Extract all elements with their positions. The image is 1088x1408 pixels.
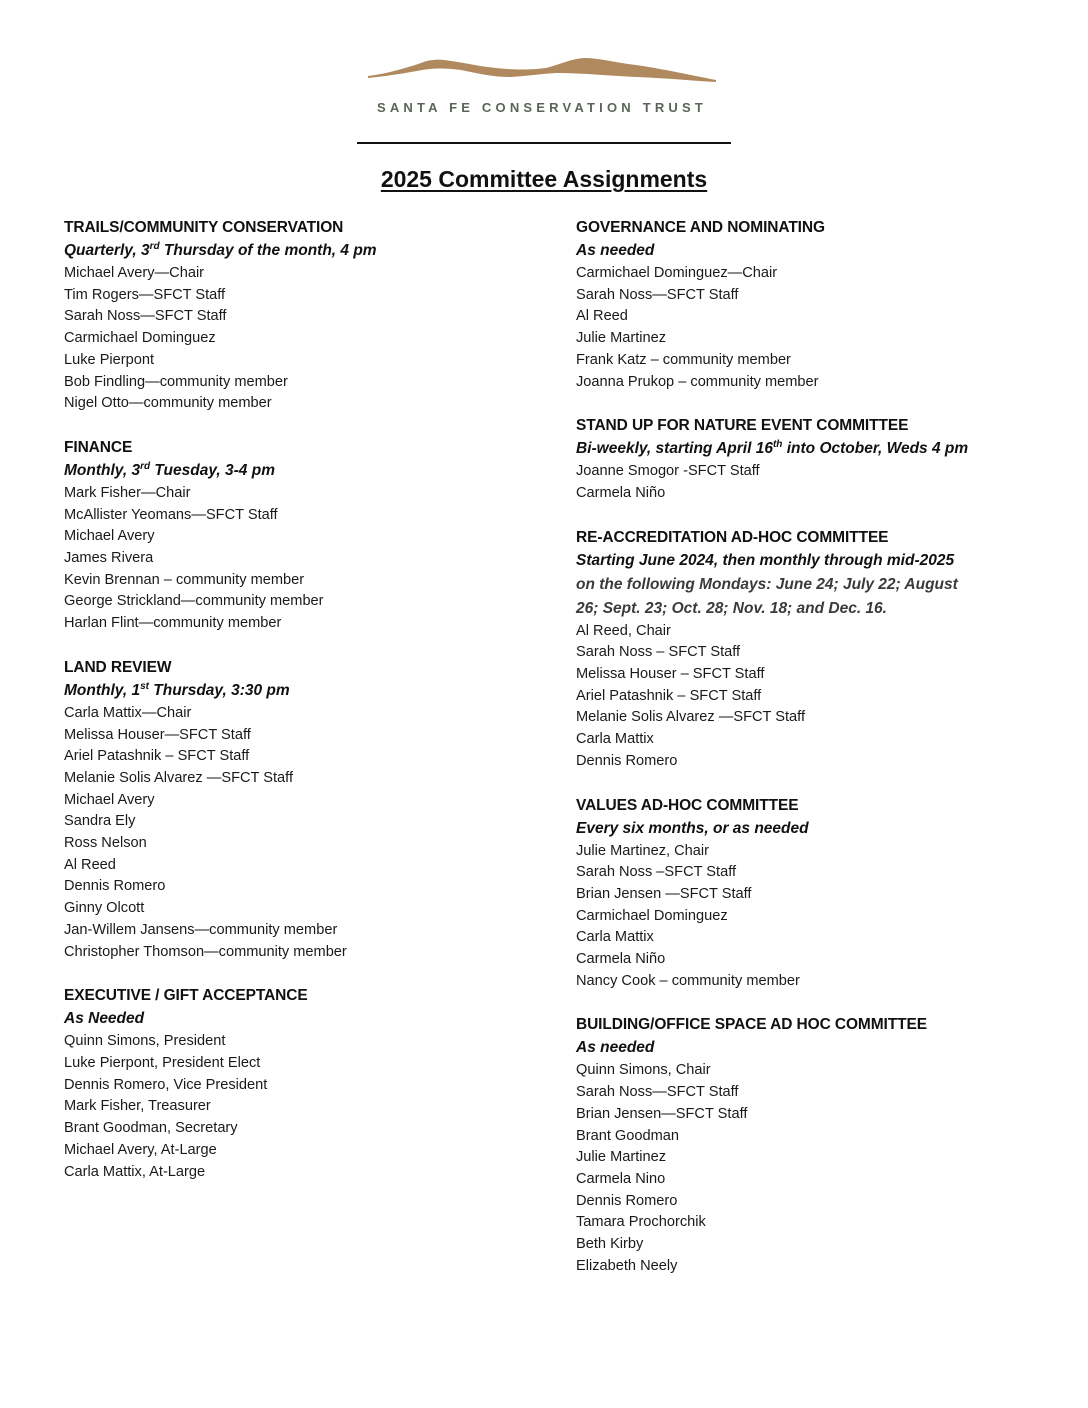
- member: Michael Avery: [64, 528, 155, 545]
- schedule-text: Monthly, 3: [64, 461, 141, 479]
- committee-schedule: [64, 679, 534, 703]
- member: Beth Kirby: [576, 1236, 644, 1253]
- committee-schedule: [64, 239, 534, 263]
- committee-schedule-dates: 26; Sept. 23; Oct. 28; Nov. 18; and Dec. 16.: [576, 599, 887, 617]
- member: Joanna Prukop – community member: [576, 373, 819, 390]
- committee-section: [576, 794, 1036, 993]
- member: Julie Martinez: [576, 1149, 667, 1166]
- committee-section: [64, 984, 534, 1183]
- committee-heading: LAND REVIEW: [64, 658, 172, 676]
- member: Jan-Willem Jansens—community member: [64, 921, 338, 938]
- committee-schedule: [64, 459, 534, 483]
- member: Bob Findling—community member: [64, 373, 288, 390]
- ordinal-suffix: st: [140, 680, 149, 692]
- member: Michael Avery—Chair: [64, 265, 205, 281]
- member: Ariel Patashnik – SFCT Staff: [64, 748, 250, 765]
- member: Sarah Noss—SFCT Staff: [64, 308, 227, 325]
- member: Sandra Ely: [64, 813, 136, 830]
- schedule-text: Starting June 2024, then monthly through mid-2025: [576, 551, 955, 569]
- committee-heading: VALUES AD-HOC COMMITTEE: [576, 796, 799, 814]
- committee-heading: GOVERNANCE AND NOMINATING: [576, 219, 825, 236]
- member: Harlan Flint—community member: [64, 615, 282, 632]
- member: Michael Avery: [64, 791, 155, 808]
- member: Frank Katz – community member: [576, 351, 791, 368]
- committee-heading: EXECUTIVE / GIFT ACCEPTANCE: [64, 987, 308, 1005]
- organization-logo: [366, 56, 718, 120]
- member: Luke Pierpont, President Elect: [64, 1054, 261, 1071]
- committee-heading: TRAILS/COMMUNITY CONSERVATION: [64, 219, 344, 236]
- schedule-text: As needed: [576, 242, 655, 259]
- schedule-text: into October, Weds 4 pm: [782, 440, 969, 458]
- member: Al Reed: [64, 856, 116, 873]
- schedule-text: Thursday of the month, 4 pm: [159, 242, 377, 259]
- ordinal-suffix: rd: [149, 241, 160, 252]
- member: Michael Avery, At-Large: [64, 1141, 217, 1158]
- committee-section: [64, 656, 534, 963]
- member: Tim Rogers—SFCT Staff: [64, 286, 226, 303]
- member: Dennis Romero, Vice President: [64, 1076, 268, 1093]
- ordinal-suffix: th: [772, 439, 783, 451]
- member: Dennis Romero: [576, 1192, 678, 1209]
- member: Joanne Smogor -SFCT Staff: [576, 463, 760, 480]
- committee-section: [64, 436, 534, 635]
- committee-section: [576, 414, 1036, 504]
- member: Quinn Simons, Chair: [576, 1062, 711, 1079]
- member: Elizabeth Neely: [576, 1257, 678, 1274]
- member: Melanie Solis Alvarez —SFCT Staff: [576, 709, 805, 726]
- committee-heading: STAND UP FOR NATURE EVENT COMMITTEE: [576, 417, 909, 435]
- committee-schedule: [576, 549, 1036, 573]
- logo-text: SANTA FE CONSERVATION TRUST: [376, 100, 708, 115]
- committee-section: [576, 216, 1036, 393]
- member: Dennis Romero: [576, 752, 678, 769]
- committee-schedule: [576, 817, 1036, 841]
- member: Carmichael Dominguez: [576, 907, 728, 924]
- member: Brant Goodman: [576, 1127, 680, 1144]
- member: Carmichael Dominguez—Chair: [576, 265, 778, 281]
- ordinal-suffix: rd: [140, 460, 151, 472]
- committee-heading: BUILDING/OFFICE SPACE AD HOC COMMITTEE: [576, 1016, 927, 1034]
- schedule-text: As Needed: [64, 1010, 145, 1028]
- member: Kevin Brennan – community member: [64, 571, 305, 588]
- member: Ariel Patashnik – SFCT Staff: [576, 687, 762, 704]
- member: Brant Goodman, Secretary: [64, 1120, 238, 1137]
- member: Melissa Houser – SFCT Staff: [576, 666, 765, 683]
- schedule-text: Thursday, 3:30 pm: [148, 681, 290, 699]
- schedule-text: Every six months, or as needed: [576, 819, 809, 837]
- member: Carmela Niño: [576, 951, 666, 968]
- member: Ross Nelson: [64, 835, 147, 852]
- schedule-text: Quarterly, 3: [64, 242, 150, 259]
- member: Carmichael Dominguez: [64, 330, 216, 347]
- member: McAllister Yeomans—SFCT Staff: [64, 506, 278, 523]
- member: Christopher Thomson—community member: [64, 943, 347, 960]
- member: Nancy Cook – community member: [576, 972, 800, 989]
- member: Brian Jensen—SFCT Staff: [576, 1105, 748, 1122]
- member: Carla Mattix—Chair: [64, 704, 192, 721]
- member: Brian Jensen —SFCT Staff: [576, 885, 752, 902]
- member: Carmela Nino: [576, 1170, 666, 1187]
- member: Nigel Otto—community member: [64, 395, 272, 412]
- member: Quinn Simons, President: [64, 1033, 226, 1050]
- committee-section: [576, 1013, 1036, 1277]
- schedule-text: Monthly, 1: [64, 681, 141, 699]
- committee-schedule: [576, 239, 1036, 263]
- member: Carla Mattix: [576, 929, 654, 946]
- member: Al Reed: [576, 308, 628, 325]
- committee-schedule: [576, 1036, 1036, 1060]
- member: Julie Martinez: [576, 330, 667, 347]
- member: Tamara Prochorchik: [576, 1214, 706, 1231]
- committee-schedule: [64, 1007, 534, 1031]
- member: Sarah Noss—SFCT Staff: [576, 286, 739, 303]
- member: Luke Pierpont: [64, 351, 155, 368]
- member: Carmela Niño: [576, 484, 666, 501]
- committee-schedule-dates: on the following Mondays: June 24; July 22; August: [576, 575, 958, 593]
- right-column: [576, 216, 1036, 1299]
- mountain-logo-icon: [366, 56, 718, 86]
- header-divider: [357, 142, 731, 144]
- member: Sarah Noss –SFCT Staff: [576, 864, 737, 881]
- committee-schedule: [576, 437, 1036, 461]
- member: Mark Fisher—Chair: [64, 484, 191, 501]
- member: Melissa Houser—SFCT Staff: [64, 726, 251, 743]
- member: Julie Martinez, Chair: [576, 842, 710, 859]
- member: Ginny Olcott: [64, 900, 145, 917]
- page-title: 2025 Committee Assignments: [380, 166, 708, 192]
- member: Carla Mattix, At-Large: [64, 1163, 206, 1180]
- schedule-text: Bi-weekly, starting April 16: [576, 440, 773, 458]
- committee-section: [576, 526, 1036, 773]
- member: Melanie Solis Alvarez —SFCT Staff: [64, 769, 293, 786]
- committee-heading: RE-ACCREDITATION AD-HOC COMMITTEE: [576, 528, 889, 546]
- member: Carla Mattix: [576, 731, 654, 748]
- committee-heading: FINANCE: [64, 438, 133, 456]
- member: Dennis Romero: [64, 878, 166, 895]
- member: Al Reed, Chair: [576, 622, 671, 639]
- schedule-text: Tuesday, 3-4 pm: [150, 461, 275, 479]
- member: James Rivera: [64, 550, 154, 567]
- member: Sarah Noss – SFCT Staff: [576, 644, 741, 661]
- member: Sarah Noss—SFCT Staff: [576, 1084, 739, 1101]
- committee-section: [64, 216, 534, 415]
- schedule-text: As needed: [576, 1039, 655, 1057]
- member: George Strickland—community member: [64, 593, 324, 610]
- left-column: [64, 216, 534, 1204]
- member: Mark Fisher, Treasurer: [64, 1098, 211, 1115]
